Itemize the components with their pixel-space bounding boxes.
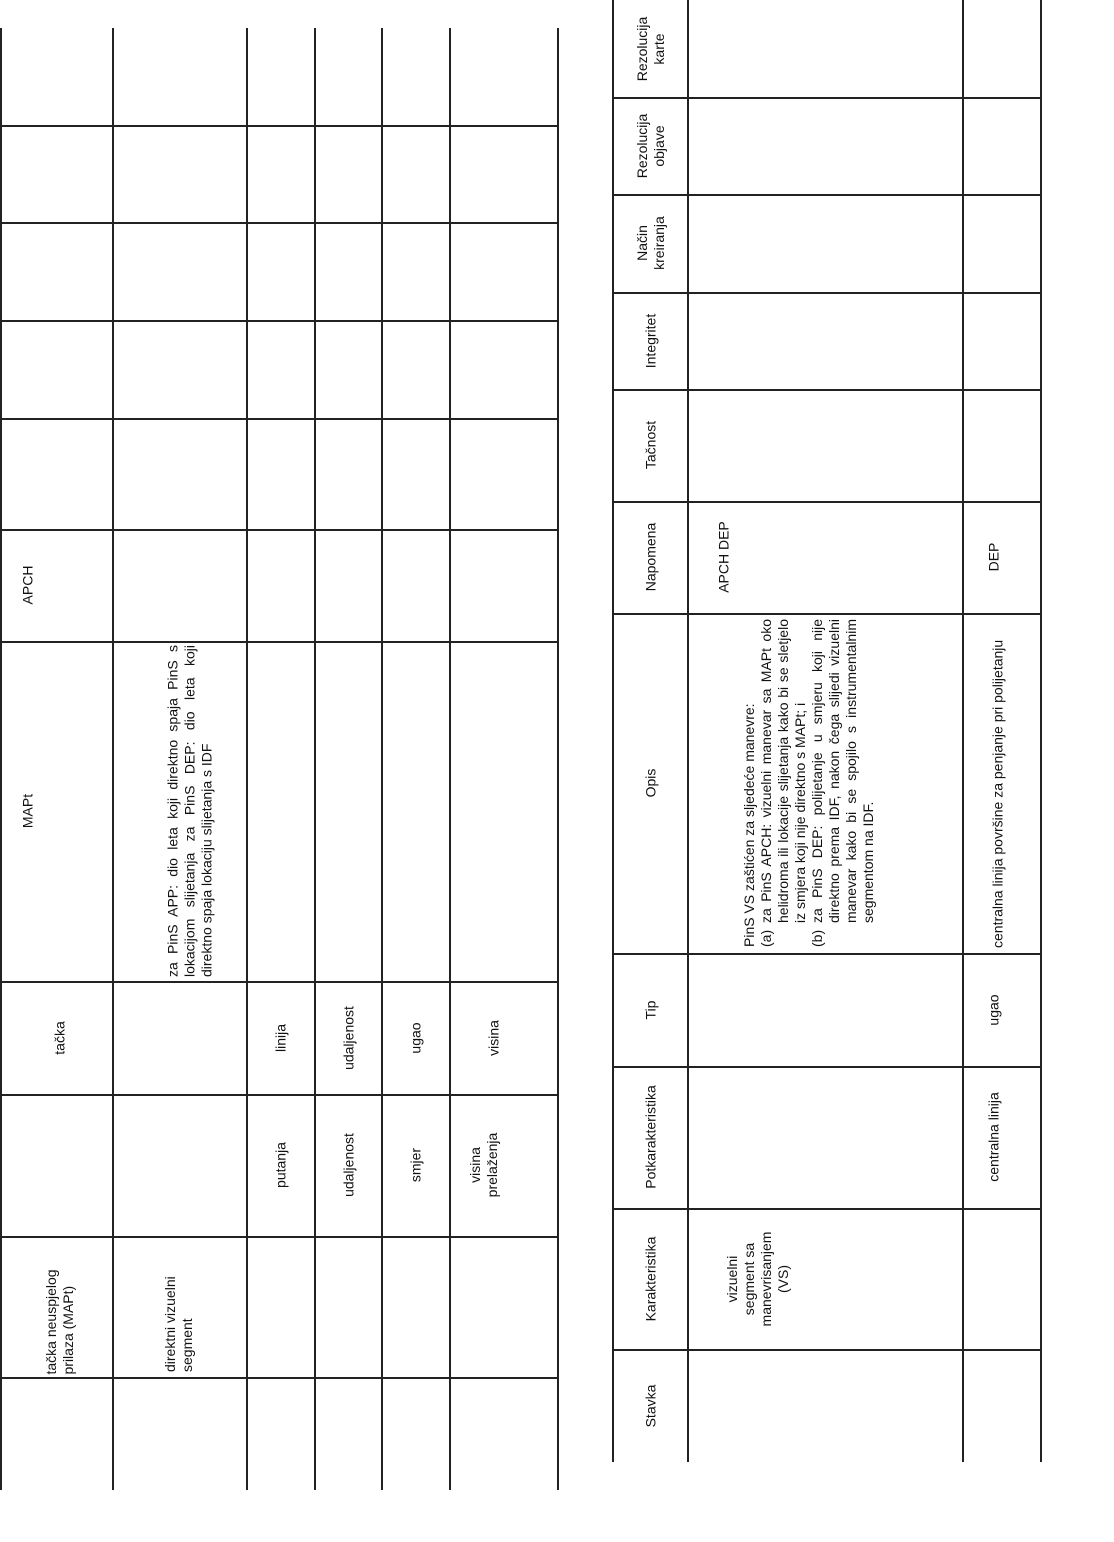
subcharacteristic-text: visina prelaženja	[467, 1132, 500, 1198]
header-cell	[614, 97, 687, 194]
header-cell	[614, 1349, 687, 1462]
header-cell	[614, 501, 687, 613]
description-text: centralna linija površine za penjanje pri polijetanju	[989, 639, 1006, 948]
header-cell	[614, 1066, 687, 1208]
subcharacteristic-text: udaljenost	[340, 1133, 356, 1197]
subcharacteristic-text: putanja	[272, 1142, 289, 1188]
table-cell	[0, 641, 112, 981]
header-nacin-kreiranja: Način kreiranja	[633, 216, 667, 270]
left-table-col-divider	[0, 1377, 559, 1379]
subcharacteristic-text: centralna linija	[985, 1092, 1002, 1182]
list-item	[758, 619, 809, 947]
header-cell	[614, 613, 687, 953]
header-rezolucija-objave: Rezolucija objave	[633, 113, 667, 178]
table-cell	[10, 981, 110, 1094]
left-table-col-divider	[0, 320, 559, 322]
type-text: ugao	[407, 1021, 424, 1054]
table-cell	[964, 953, 1040, 1066]
table-cell	[964, 501, 1040, 613]
header-rezolucija-karte: Rezolucija karte	[633, 16, 667, 81]
note-text: APCH	[19, 565, 36, 605]
table-cell	[451, 981, 557, 1094]
table-cell	[451, 1094, 557, 1236]
list-item-text: za PinS APCH: vizuelni manevar sa MAPt oko helidroma ili lokacije slijetanja kako bi se sletjelo iz smjera koji nije direktno s MAPt; i	[758, 619, 808, 923]
right-table-border-right	[1040, 0, 1042, 1462]
left-table-col-divider	[0, 222, 559, 224]
type-text: ugao	[985, 993, 1002, 1026]
table-cell	[964, 613, 1040, 953]
header-stavka: Stavka	[642, 1384, 658, 1427]
header-tacnost: Tačnost	[642, 420, 658, 470]
header-cell	[614, 0, 687, 97]
type-text: udaljenost	[340, 1005, 356, 1070]
note-text: APCH DEP	[715, 521, 732, 593]
table-cell	[316, 981, 381, 1094]
characteristic-text: vizuelni segment sa manevrisanjem (VS)	[723, 1231, 791, 1326]
table-cell	[689, 1208, 962, 1349]
characteristic-text: direktni vizuelni segment	[162, 1275, 195, 1372]
left-table-row-divider	[381, 28, 383, 1490]
description-block	[741, 619, 877, 947]
header-cell	[614, 292, 687, 389]
list-item-text: za PinS DEP: polijetanje u smjeru koji nije direktno prema IDF, nakon čega slijedi vizuelni manevar kako bi se spojilo s instrumentalnim segmentom na IDF.	[809, 619, 876, 923]
description-intro: PinS VS zaštićen za sljedeće manevre:	[741, 703, 757, 947]
list-marker: (b)	[809, 929, 825, 947]
subcharacteristic-text: smjer	[407, 1147, 424, 1183]
header-cell	[614, 194, 687, 292]
type-text: visina	[485, 1019, 502, 1056]
table-cell	[0, 529, 112, 641]
header-cell	[614, 953, 687, 1066]
header-integritet: Integritet	[642, 313, 658, 368]
header-cell	[614, 389, 687, 501]
table-cell	[383, 1094, 449, 1236]
description-text: MAPt	[19, 793, 36, 829]
table-cell	[704, 613, 914, 953]
table-cell	[383, 981, 449, 1094]
note-text: DEP	[985, 542, 1002, 572]
list-marker: (a)	[758, 929, 774, 947]
left-table-row-divider	[449, 28, 451, 1490]
header-opis: Opis	[642, 768, 658, 798]
description-text: za PinS APP: dio leta koji direktno spaja PinS s lokacijom slijetanja za PinS DEP: dio leta koji direktno spaja lokaciju slijetanja s IDF	[164, 645, 215, 977]
characteristic-text: tačka neuspjelog prilaza (MAPt)	[43, 1268, 76, 1374]
header-tip: Tip	[642, 1000, 658, 1019]
header-cell	[614, 1208, 687, 1349]
left-table-col-divider	[0, 125, 559, 127]
header-napomena: Napomena	[642, 522, 658, 592]
type-text: linija	[272, 1023, 289, 1052]
table-cell	[248, 1094, 314, 1236]
left-table-row-divider	[246, 28, 248, 1490]
header-potkarakteristika: Potkarakteristika	[642, 1085, 658, 1189]
header-karakteristika: Karakteristika	[642, 1236, 658, 1321]
table-cell	[248, 981, 314, 1094]
list-item	[809, 619, 877, 947]
left-table-row-divider	[314, 28, 316, 1490]
table-cell	[112, 1236, 246, 1377]
type-text: tačka	[51, 1020, 68, 1055]
table-cell	[10, 1236, 110, 1377]
table-cell	[316, 1094, 381, 1236]
left-table-border-right	[557, 28, 559, 1490]
table-cell	[704, 501, 744, 613]
table-cell	[964, 1066, 1040, 1208]
left-table-col-divider	[0, 418, 559, 420]
table-cell	[134, 641, 246, 981]
